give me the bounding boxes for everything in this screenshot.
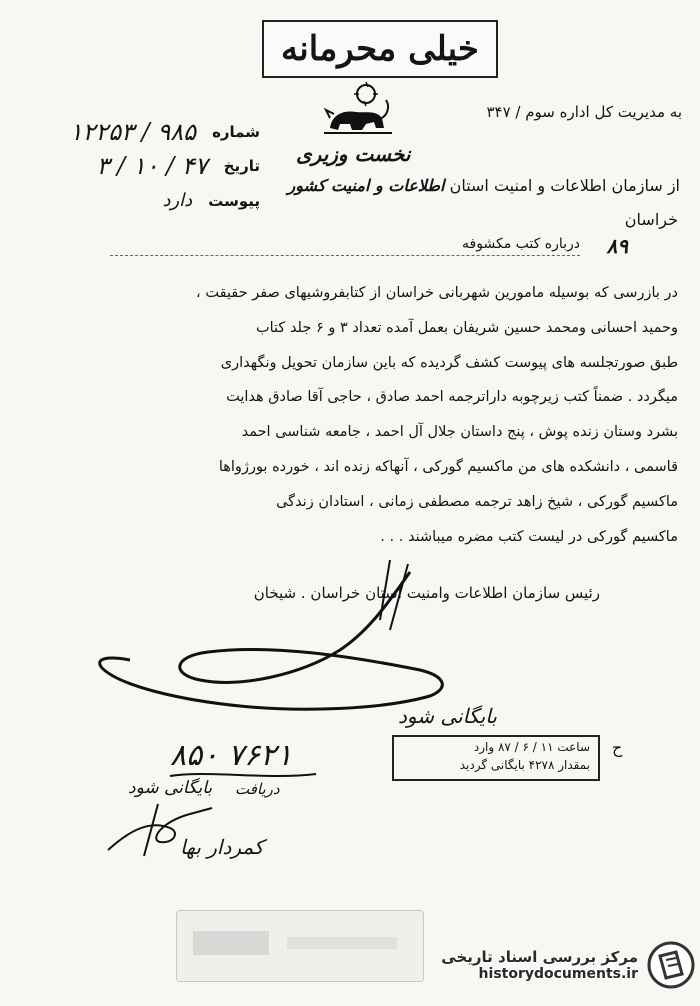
handwritten-note-bottom: کمردار بها [180, 835, 264, 859]
sender-handwritten: اطلاعات و امنیت کشور [287, 176, 445, 195]
body-line: بشرد وستان زنده پوش ، پنج داستان جلال آل احمد ، جامعه شناسی احمد [241, 424, 678, 441]
subject-line: درباره کتب مکشوفه [110, 236, 580, 256]
handwritten-note-received: دریافت [235, 780, 280, 798]
number-row [70, 118, 260, 146]
reference-line: به مدیریت کل اداره سوم / ۳۴۷ [486, 103, 682, 121]
watermark-text-fa: مرکز بررسی اسناد تاریخی [441, 948, 638, 966]
handwritten-note-top: بایگانی شود [398, 704, 497, 728]
handwritten-note-archive: بایگانی شود [128, 778, 213, 798]
initials-scribble-icon [100, 800, 220, 860]
attachment-row [162, 190, 260, 211]
body-line: میگردد . ضمناً کتب زیرچوبه داراترجمه احمد صادق ، حاجی آقا صادق هدایت [226, 389, 678, 406]
body-line: در بازرسی که بوسیله مامورین شهربانی خراسان از کتابفروشیهای صفر حقیقت ، [196, 285, 678, 301]
date-row [97, 152, 260, 180]
margin-number: ۸۹ [606, 234, 628, 258]
side-mark: ح [612, 738, 623, 757]
ministry-heading: نخست وزیری [296, 142, 411, 166]
body-line: ماکسیم گورکی در لیست کتب مضره میباشند . . . [380, 528, 678, 545]
faded-stamp [176, 910, 424, 982]
sender-text: از سازمان اطلاعات و امنیت استان [449, 176, 680, 195]
signatory-title: رئیس سازمان اطلاعات وامنیت استان خراسان . شیخان [253, 584, 600, 602]
body-line: قاسمی ، دانشکده های من ماکسیم گورکی ، آنهاکه زنده اند ، خورده بورژواها [218, 458, 678, 475]
handwritten-file-number: ۸۵۰ ۷۶۲۱ [170, 738, 293, 773]
archive-watermark [406, 930, 696, 1000]
attachment-value: دارد [162, 190, 193, 211]
attachment-label: پیوست [208, 191, 260, 210]
sender-line [288, 176, 680, 195]
date-value: ۴۷ / ۱۰ / ۳ [96, 152, 208, 180]
body-line: طبق صورتجلسه های پیوست کشف گردیده که باین سازمان تحویل ونگهداری [220, 354, 678, 371]
body-line: وحمید احسانی ومحمد حسین شریفان بعمل آمده تعداد ۳ و ۶ جلد کتاب [255, 319, 678, 336]
date-label: تاریخ [223, 157, 260, 175]
registration-line-2: بمقدار ۴۲۷۸ بایگانی گردید [459, 758, 590, 772]
number-value: ۹۸۵ / ۱۲۲۵۳ [69, 118, 197, 146]
province: خراسان [624, 210, 678, 229]
watermark-text [441, 948, 638, 982]
confidential-stamp-text: خیلی محرمانه [281, 29, 479, 69]
faded-stamp-mark [287, 937, 397, 949]
body-line: ماکسیم گورکی ، شیخ زاهد ترجمه مصطفی زمانی ، استادان زندگی [276, 493, 678, 510]
letter-body [18, 276, 678, 554]
lion-and-sun-emblem-icon [322, 80, 394, 136]
archive-logo-icon [646, 940, 696, 990]
watermark-text-en: historydocuments.ir [478, 966, 638, 982]
registration-stamp [392, 735, 600, 781]
confidential-stamp [262, 20, 498, 78]
registration-line-1: ساعت ۱۱ / ۶ / ۸۷ وارد [473, 740, 590, 754]
number-label: شماره [212, 123, 260, 141]
faded-stamp-mark [193, 931, 269, 955]
